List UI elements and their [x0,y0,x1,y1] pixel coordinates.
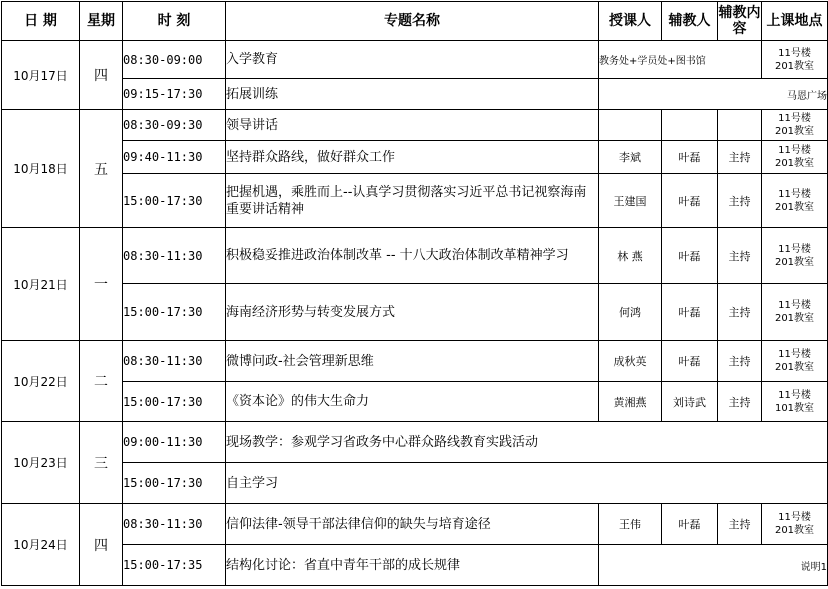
session-row [2,422,828,463]
location-room: 201教室 [774,158,815,169]
header-location: 上课地点 [762,2,828,41]
date-cell: 10月22日 [2,341,80,422]
session-row [2,504,828,545]
header-date: 日 期 [2,2,80,41]
header-lecturer: 授课人 [599,2,662,41]
assistant-cell: 叶磊 [662,174,718,228]
time-cell: 08:30-11:30 [123,228,226,284]
session-row [2,79,828,110]
weekday-cell: 五 [80,110,123,228]
assist-content-cell [718,110,762,141]
location-room: 201教室 [774,313,815,324]
location-building: 11号楼 [778,145,811,156]
assistant-cell: 叶磊 [662,341,718,382]
location-building: 11号楼 [778,300,811,311]
assist-content-cell: 主持 [718,228,762,284]
location-room: 201教室 [774,60,815,72]
lecturer-joint-cell: 教务处+学员处+图书馆 [599,41,762,79]
session-row [2,174,828,228]
date-cell: 10月17日 [2,41,80,110]
location-building: 11号楼 [778,243,811,255]
header-row [2,2,828,41]
date-cell: 10月21日 [2,228,80,341]
session-row [2,284,828,341]
location-building: 11号楼 [778,512,811,523]
topic-cell: 入学教育 [226,41,599,79]
time-cell: 08:30-11:30 [123,504,226,545]
weekday-cell: 四 [80,504,123,586]
lecturer-cell: 成秋英 [599,341,662,382]
topic-cell: 现场教学：参观学习省政务中心群众路线教育实践活动 [226,422,828,463]
assist-content-cell: 主持 [718,504,762,545]
date-cell: 10月18日 [2,110,80,228]
assistant-cell: 叶磊 [662,228,718,284]
time-cell: 09:15-17:30 [123,79,226,110]
time-cell: 15:00-17:30 [123,174,226,228]
location-room: 201教室 [774,525,815,536]
location-building: 11号楼 [778,47,811,59]
date-cell: 10月23日 [2,422,80,504]
topic-cell: 积极稳妥推进政治体制改革 -- 十八大政治体制改革精神学习 [226,228,599,284]
session-row [2,228,828,284]
time-cell: 08:30-11:30 [123,341,226,382]
topic-cell: 把握机遇，乘胜而上--认真学习贯彻落实习近平总书记视察海南重要讲话精神 [226,174,599,228]
time-cell: 09:40-11:30 [123,141,226,174]
assistant-cell [662,110,718,141]
location-cell [762,504,828,545]
location-cell [762,284,828,341]
assist-content-cell: 主持 [718,382,762,422]
topic-cell: 坚持群众路线，做好群众工作 [226,141,599,174]
topic-cell: 《资本论》的伟大生命力 [226,382,599,422]
header-time: 时 刻 [123,2,226,41]
session-row [2,141,828,174]
location-room: 201教室 [774,126,815,137]
location-cell: 马恩广场 [599,79,828,110]
location-room: 201教室 [774,256,815,268]
assistant-cell: 叶磊 [662,141,718,174]
location-cell: 说明1 [599,545,828,586]
schedule-table [1,1,828,586]
lecturer-cell: 林 燕 [599,228,662,284]
topic-cell: 结构化讨论：省直中青年干部的成长规律 [226,545,599,586]
location-cell [762,174,828,228]
topic-cell: 拓展训练 [226,79,599,110]
assist-content-cell: 主持 [718,341,762,382]
weekday-cell: 一 [80,228,123,341]
time-cell: 08:30-09:30 [123,110,226,141]
lecturer-cell: 王伟 [599,504,662,545]
time-cell: 15:00-17:30 [123,284,226,341]
topic-cell: 自主学习 [226,463,828,504]
location-cell [762,110,828,141]
header-assist-content: 辅教内容 [718,2,762,41]
location-room: 201教室 [774,201,815,213]
session-row [2,41,828,79]
assist-content-cell: 主持 [718,284,762,341]
time-cell: 09:00-11:30 [123,422,226,463]
location-cell [762,141,828,174]
location-cell [762,228,828,284]
session-row [2,341,828,382]
location-room: 101教室 [774,402,815,414]
time-cell: 08:30-09:00 [123,41,226,79]
assistant-cell: 刘诗武 [662,382,718,422]
location-cell [762,382,828,422]
date-cell: 10月24日 [2,504,80,586]
time-cell: 15:00-17:35 [123,545,226,586]
weekday-cell: 二 [80,341,123,422]
lecturer-cell: 王建国 [599,174,662,228]
location-cell [762,341,828,382]
schedule-body [2,41,828,586]
assistant-cell: 叶磊 [662,284,718,341]
assist-content-cell: 主持 [718,174,762,228]
location-building: 11号楼 [778,349,811,360]
location-building: 11号楼 [778,188,811,200]
location-building: 11号楼 [778,113,811,124]
topic-cell: 信仰法律-领导干部法律信仰的缺失与培育途径 [226,504,599,545]
assistant-cell: 叶磊 [662,504,718,545]
session-row [2,463,828,504]
location-building: 11号楼 [778,389,811,401]
weekday-cell: 四 [80,41,123,110]
lecturer-cell: 李斌 [599,141,662,174]
location-cell [762,41,828,79]
lecturer-cell [599,110,662,141]
header-topic: 专题名称 [226,2,599,41]
lecturer-cell: 黄湘燕 [599,382,662,422]
location-room: 201教室 [774,362,815,373]
topic-cell: 海南经济形势与转变发展方式 [226,284,599,341]
session-row [2,110,828,141]
header-assistant: 辅教人 [662,2,718,41]
session-row [2,382,828,422]
assist-content-cell: 主持 [718,141,762,174]
weekday-cell: 三 [80,422,123,504]
topic-cell: 领导讲话 [226,110,599,141]
topic-cell: 微博问政-社会管理新思维 [226,341,599,382]
time-cell: 15:00-17:30 [123,463,226,504]
time-cell: 15:00-17:30 [123,382,226,422]
header-weekday: 星期 [80,2,123,41]
session-row [2,545,828,586]
lecturer-cell: 何鸿 [599,284,662,341]
